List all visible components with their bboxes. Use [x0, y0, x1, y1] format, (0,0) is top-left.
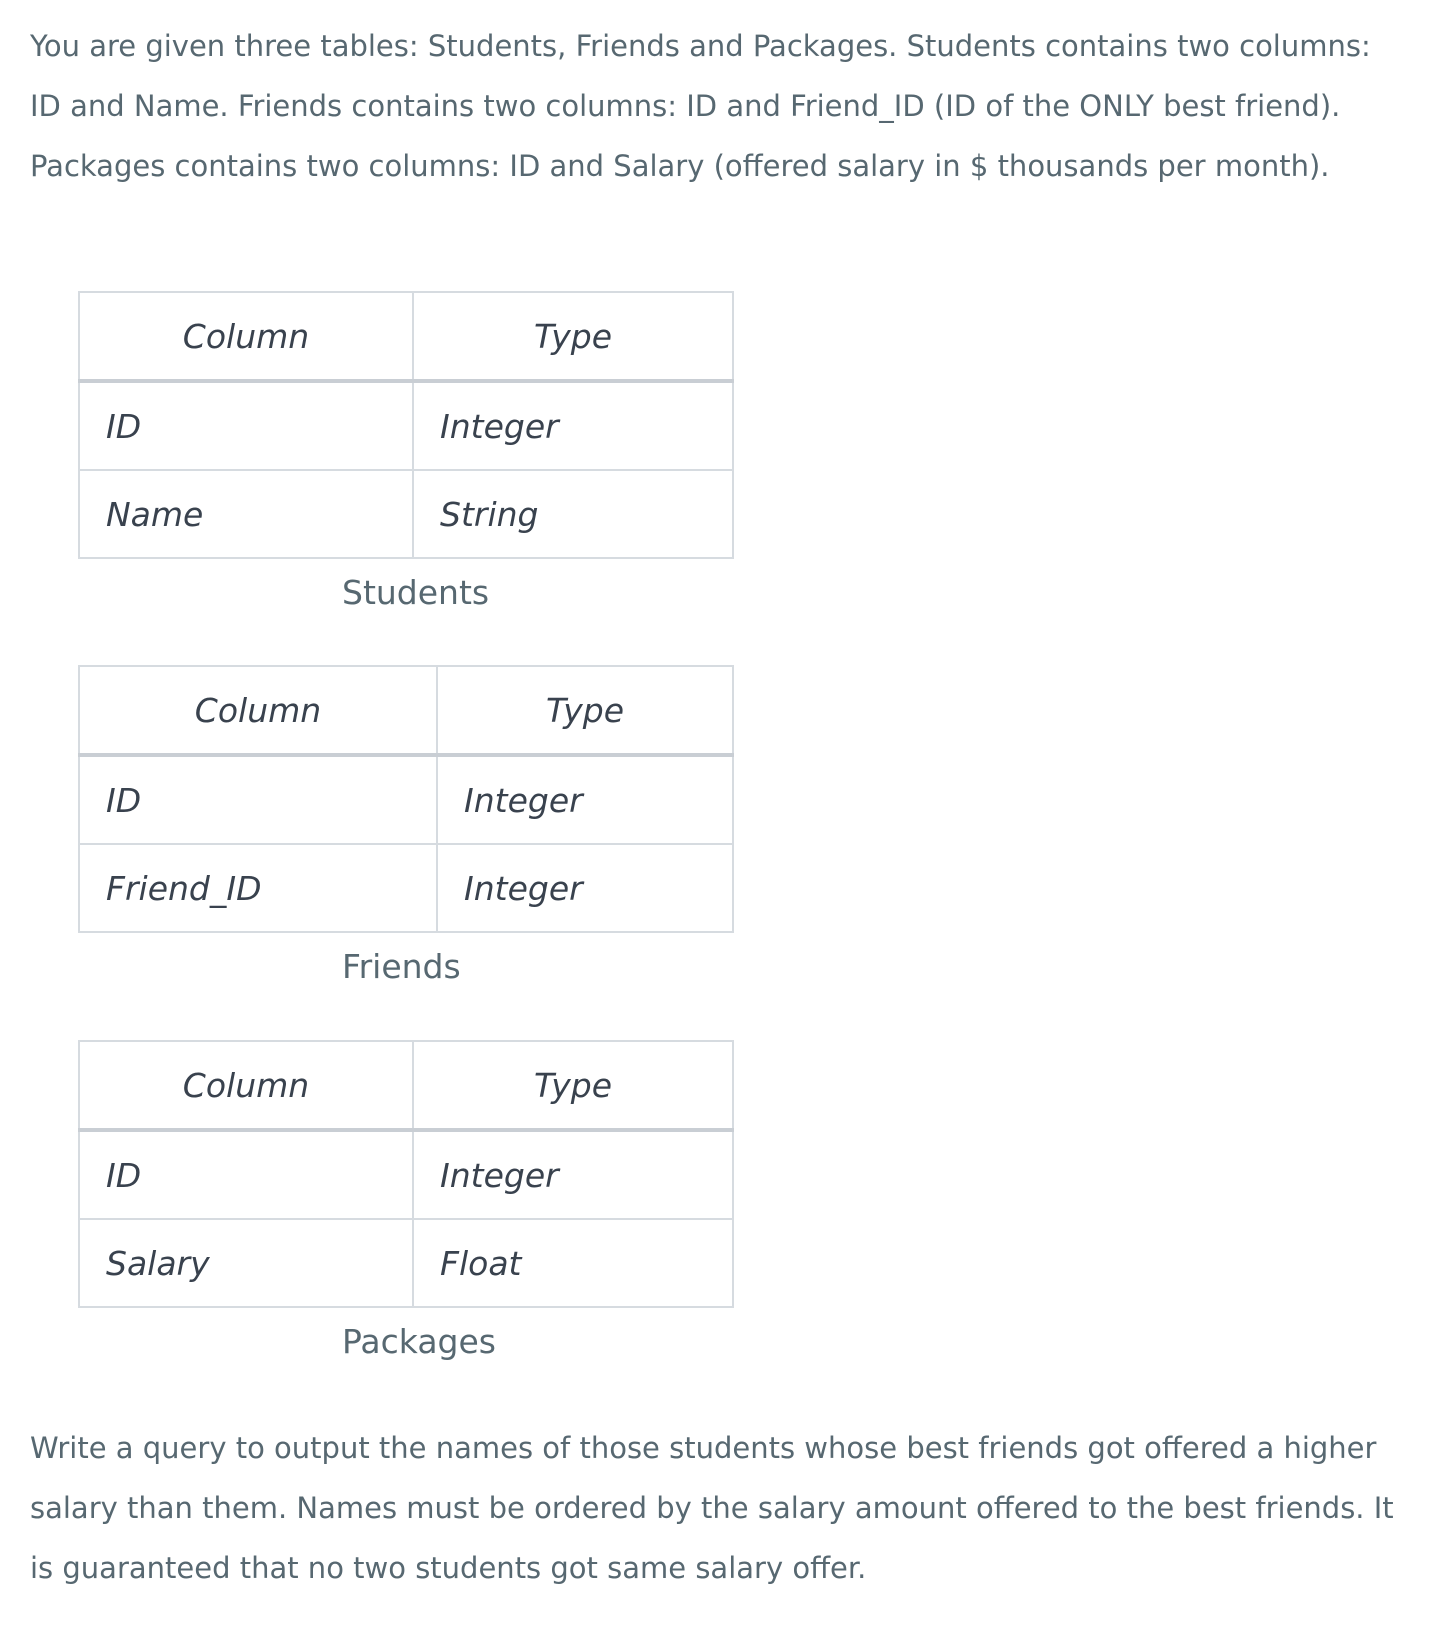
column-name-cell: Name	[79, 470, 413, 558]
task-line: Write a query to output the names of those students whose best friends got offered a higher	[30, 1431, 1377, 1465]
type-header: Type	[413, 292, 733, 381]
task-paragraph	[30, 1418, 1400, 1598]
type-header: Type	[413, 1041, 733, 1130]
column-type-cell: Integer	[413, 1130, 733, 1219]
intro-line: Packages contains two columns: ID and Salary (offered salary in $ thousands per month).	[30, 149, 1330, 183]
column-header: Column	[79, 1041, 413, 1130]
table-row	[79, 1219, 733, 1307]
intro-line: ID and Name. Friends contains two columns: ID and Friend_ID (ID of the ONLY best friend).	[30, 89, 1341, 123]
column-type-cell: Integer	[437, 844, 733, 932]
table-caption: Students	[342, 573, 490, 612]
column-name-cell: ID	[79, 1130, 413, 1219]
table-header-row	[79, 292, 733, 381]
column-name-cell: ID	[79, 381, 413, 470]
schema-table	[78, 291, 734, 559]
schema-table	[78, 1040, 734, 1308]
packages-schema-table	[78, 1040, 734, 1361]
table-row	[79, 1130, 733, 1219]
table-row	[79, 755, 733, 844]
column-name-cell: ID	[79, 755, 437, 844]
column-name-cell: Friend_ID	[79, 844, 437, 932]
column-type-cell: Integer	[437, 755, 733, 844]
table-row	[79, 844, 733, 932]
column-header: Column	[79, 666, 437, 755]
table-caption: Packages	[342, 1322, 496, 1361]
table-row	[79, 381, 733, 470]
intro-paragraph	[30, 16, 1400, 196]
column-type-cell: Float	[413, 1219, 733, 1307]
students-schema-table	[78, 291, 734, 612]
column-type-cell: String	[413, 470, 733, 558]
task-line: salary than them. Names must be ordered by the salary amount offered to the best friends. It	[30, 1491, 1394, 1525]
table-row	[79, 470, 733, 558]
column-type-cell: Integer	[413, 381, 733, 470]
schema-table	[78, 665, 734, 933]
table-caption: Friends	[342, 947, 461, 986]
intro-line: You are given three tables: Students, Friends and Packages. Students contains two columns:	[30, 29, 1371, 63]
column-header: Column	[79, 292, 413, 381]
column-name-cell: Salary	[79, 1219, 413, 1307]
type-header: Type	[437, 666, 733, 755]
task-line: is guaranteed that no two students got same salary offer.	[30, 1551, 867, 1585]
table-header-row	[79, 666, 733, 755]
table-header-row	[79, 1041, 733, 1130]
friends-schema-table	[78, 665, 734, 986]
